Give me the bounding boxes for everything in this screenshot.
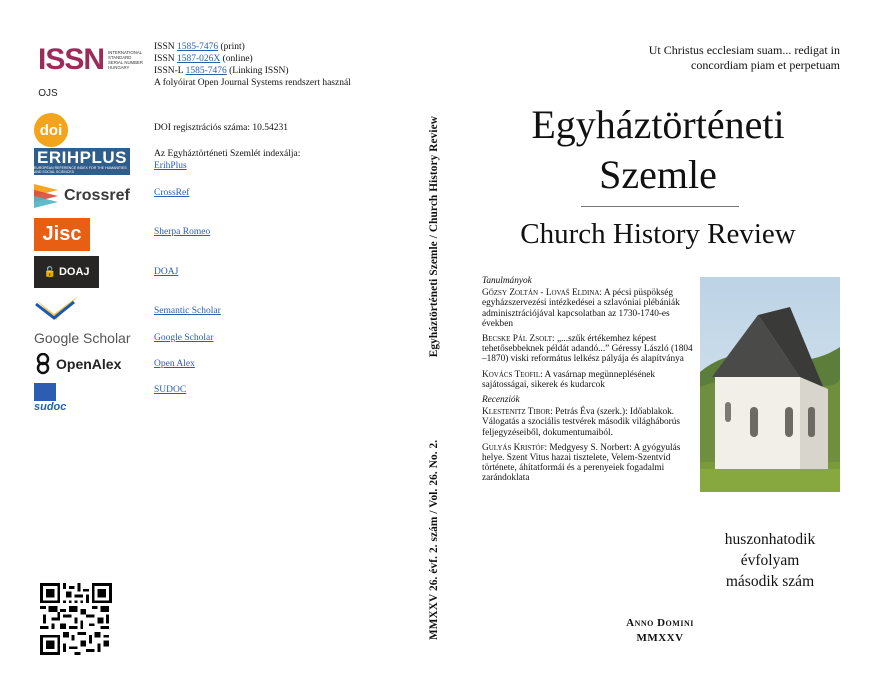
ojs-logo: [36, 80, 60, 106]
journal-title: [468, 100, 848, 200]
toc-title: Petrás Éva (szerk.): Időablakok. Válogatás a szociális testvérek második világháborús feljegyzéseiből, dokumentumaiból.: [482, 407, 681, 438]
erihplus-logo-caption: EUROPEAN REFERENCE INDEX FOR THE HUMANITIES AND SOCIAL SCIENCES: [34, 166, 127, 174]
doaj-logo: [34, 256, 99, 288]
toc-author: Kovács Teofil:: [482, 369, 543, 380]
openalex-logo-text: OpenAlex: [56, 356, 122, 372]
section-heading-studies: Tanulmányok: [482, 276, 532, 286]
issn-logo-caption: INTERNATIONAL STANDARD SERIAL NUMBER HUNGARY: [108, 50, 143, 70]
sudoc-box-icon: [34, 383, 56, 401]
semantic-scholar-icon: [34, 294, 80, 324]
table-of-contents: [482, 276, 694, 489]
ojs-logo-text: OJS: [38, 87, 58, 99]
toc-author: Klestenitz Tibor:: [482, 407, 553, 418]
toc-author: Gulyás Kristóf:: [482, 442, 548, 453]
journal-title-line: Egyháztörténeti: [531, 102, 785, 147]
index-link-erihplus[interactable]: ErihPlus: [154, 161, 187, 171]
doaj-lock-icon: 🔓: [43, 266, 56, 278]
semantic-scholar-logo: [34, 294, 80, 324]
volume-info: [690, 529, 850, 592]
erihplus-logo-text: ERIHPLUS: [37, 148, 127, 167]
index-link-crossref[interactable]: CrossRef: [154, 188, 190, 198]
toc-entry[interactable]: [482, 407, 694, 438]
toc-title: „...szűk értékemhez képest tehetősebbeknek példát adandó...” Géressy László (1804 –1870) viski református lelkész pályája és alapítványa: [482, 334, 693, 365]
issn-block: [154, 41, 351, 89]
index-link-semantic-scholar[interactable]: Semantic Scholar: [154, 306, 221, 316]
doaj-logo-text: DOAJ: [58, 266, 90, 278]
toc-author: Becske Pál Zsolt:: [482, 334, 555, 345]
openalex-icon: [34, 353, 52, 375]
volume-line: második szám: [725, 573, 815, 590]
issn-logo-mark: ISSN: [37, 43, 105, 76]
issn-online-link[interactable]: 1587-026X: [176, 54, 221, 64]
toc-title: Medgyesy S. Norbert: A gyógyulás helye. Szent Vitus hazai tisztelete, Velem-Szentvid története, áhítatformái és a perenyeiek fogadalmi zarándoklata: [482, 442, 681, 484]
index-link-sherpa-romeo[interactable]: Sherpa Romeo: [154, 227, 211, 237]
church-photo: [700, 277, 840, 492]
toc-entry[interactable]: [482, 288, 694, 329]
crossref-logo-text: Crossref: [64, 187, 130, 204]
doi-registration: DOI regisztrációs száma: 10.54231: [154, 123, 289, 133]
google-scholar-logo: [34, 329, 134, 347]
anno-year: MMXXV: [636, 632, 684, 644]
issn-logo: [34, 42, 150, 78]
crossref-logo: [34, 180, 134, 212]
google-scholar-logo-text: Google Scholar: [34, 330, 131, 346]
indexed-intro: Az Egyháztörténeti Szemlét indexálja:: [154, 149, 301, 159]
issn-line: ISSN-L 1585-7476 (Linking ISSN): [154, 66, 289, 76]
sudoc-logo: [34, 380, 84, 416]
toc-author: Gőzsy Zoltán - Lovaš Eldina:: [482, 288, 603, 299]
volume-line: huszonhatodik: [724, 531, 816, 548]
spine-volume: MMXXV 26. évf. 2. szám / Vol. 26. No. 2.: [428, 439, 440, 640]
journal-subtitle: Church History Review: [520, 218, 796, 250]
doi-logo-text: doi: [39, 121, 63, 139]
openalex-logo: [34, 352, 134, 376]
index-link-doaj[interactable]: DOAJ: [154, 267, 179, 277]
volume-line: évfolyam: [740, 552, 800, 569]
toc-title: A pécsi püspökség egyházszervezési intézkedései a szlavóniai plébániák adminisztrációjával kapcsolatban az 1730-1740-es években: [482, 288, 680, 329]
journal-title-line: Szemle: [599, 152, 717, 197]
toc-entry[interactable]: [482, 443, 694, 484]
anno-domini: [600, 616, 720, 646]
spine-text: [428, 116, 440, 640]
section-heading-reviews: Recenziók: [482, 395, 520, 406]
index-link-sudoc[interactable]: SUDOC: [154, 385, 187, 395]
toc-entry[interactable]: [482, 370, 694, 390]
spine: [395, 0, 455, 680]
issn-print-link[interactable]: 1585-7476: [176, 42, 219, 52]
jisc-logo: [34, 218, 90, 251]
qr-code: [40, 583, 112, 655]
anno-line: Anno Domini: [626, 617, 694, 629]
motto: [600, 43, 840, 73]
motto-line: concordiam piam et perpetuam: [691, 58, 840, 72]
spine-title: Egyháztörténeti Szemle / Church History Review: [428, 116, 440, 358]
jisc-logo-text: Jisc: [42, 223, 82, 245]
motto-line: Ut Christus ecclesiam suam... redigat in: [648, 43, 840, 57]
issn-line: ISSN 1587-026X (online): [154, 54, 253, 64]
issn-line: ISSN 1585-7476 (print): [154, 42, 245, 52]
index-link-google-scholar[interactable]: Google Scholar: [154, 333, 214, 343]
issn-linking-link[interactable]: 1585-7476: [185, 66, 227, 76]
crossref-mark-icon: [34, 180, 60, 212]
doi-logo: [34, 113, 68, 147]
toc-title: A vasárnap megünneplésének sajátosságai, sikerek és kudarcok: [482, 369, 656, 390]
sudoc-logo-text: sudoc: [34, 401, 67, 413]
toc-entry[interactable]: [482, 334, 694, 365]
ojs-note: A folyóirat Open Journal Systems rendszert használ: [154, 78, 351, 88]
title-divider: [581, 206, 739, 207]
index-link-open-alex[interactable]: Open Alex: [154, 359, 195, 369]
erihplus-logo: [34, 148, 130, 175]
